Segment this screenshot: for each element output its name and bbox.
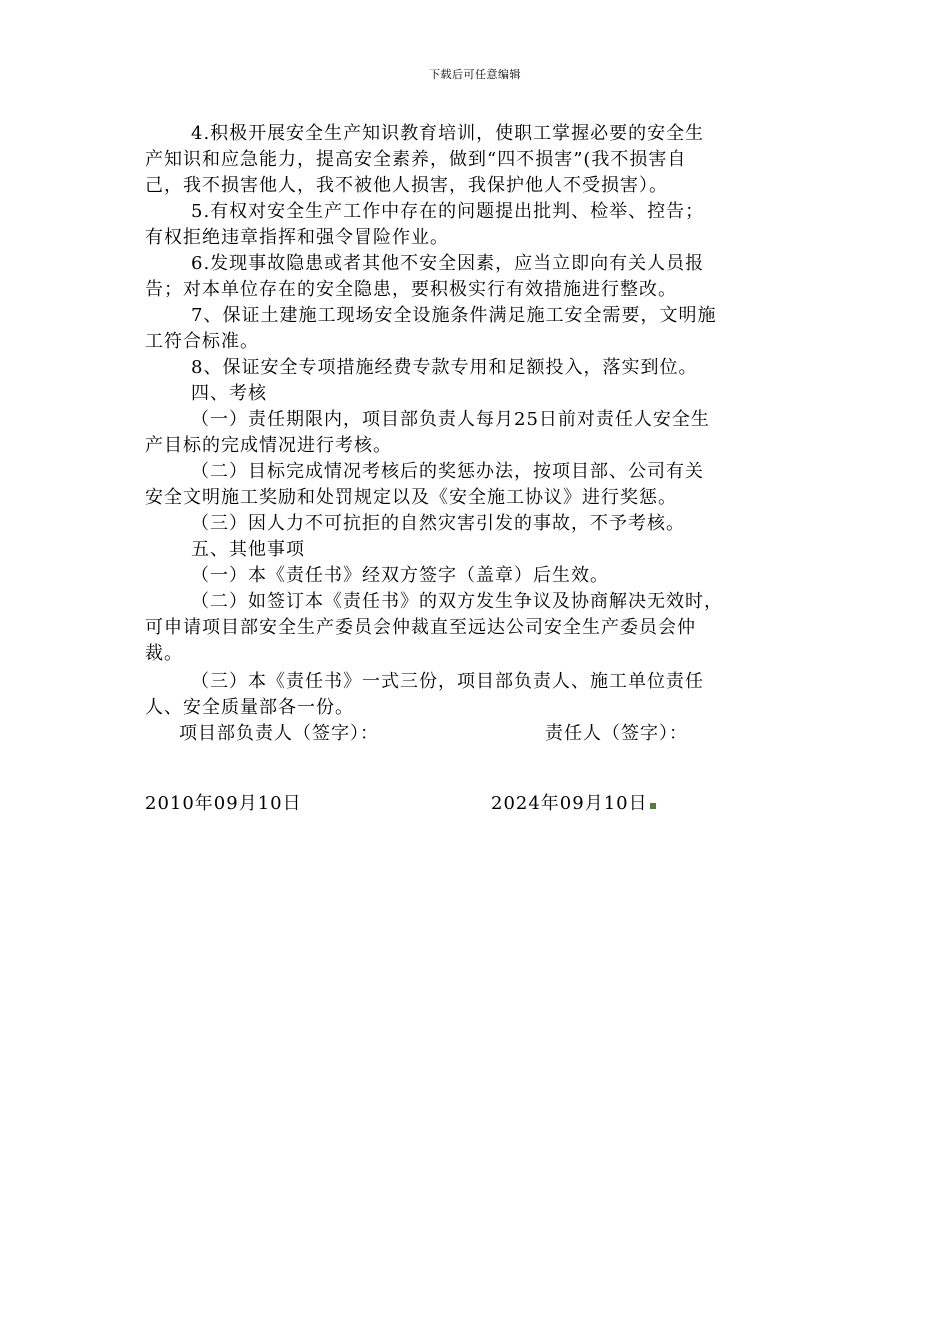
text-line: 裁。 [145,643,183,664]
signature-label-project-head: 项目部负责人（签字）： [179,723,379,744]
signature-date-left: 2010年09月10日 [145,793,302,814]
text-line: 有权拒绝违章指挥和强令冒险作业。 [145,227,449,248]
text-line: 可申请项目部安全生产委员会仲裁直至远达公司安全生产委员会仲 [145,617,696,638]
text-line: 8、保证安全专项措施经费专款专用和足额投入，落实到位。 [191,357,698,378]
text-line: 工符合标准。 [145,331,259,352]
section-heading: 四、考核 [191,383,267,404]
signature-date-right-wrap [491,792,656,816]
text-line: 7、保证土建施工现场安全设施条件满足施工安全需要，文明施 [191,305,717,326]
text-line: （二）目标完成情况考核后的奖惩办法，按项目部、公司有关 [191,461,704,482]
text-line: 产知识和应急能力，提高安全素养，做到“四不损害”(我不损害自 [145,149,687,170]
text-line: 4.积极开展安全生产知识教育培训，使职工掌握必要的安全生 [191,123,705,144]
text-line: 己，我不损害他人，我不被他人损害，我保护他人不受损害）。 [145,175,668,196]
paragraph-end-mark [650,803,656,809]
signature-date-right: 2024年09月10日 [491,793,648,814]
header-note: 下载后可任意编辑 [429,68,521,81]
signature-label-responsible: 责任人（签字）： [545,723,688,744]
text-line: （一）责任期限内，项目部负责人每月25日前对责任人安全生 [191,409,710,430]
text-line: （三）本《责任书》一式三份，项目部负责人、施工单位责任 [191,671,704,692]
text-line: 5.有权对安全生产工作中存在的问题提出批判、检举、控告； [191,201,705,222]
text-line: 6.发现事故隐患或者其他不安全因素，应当立即向有关人员报 [191,253,705,274]
text-line: 产目标的完成情况进行考核。 [145,435,392,456]
section-heading: 五、其他事项 [191,539,305,560]
text-line: 安全文明施工奖励和处罚规定以及《安全施工协议》进行奖惩。 [145,487,677,508]
text-line: （二）如签订本《责任书》的双方发生争议及协商解决无效时， [191,591,723,612]
text-line: 告；对本单位存在的安全隐患，要积极实行有效措施进行整改。 [145,279,677,300]
text-line: 人、安全质量部各一份。 [145,697,354,718]
text-line: （三）因人力不可抗拒的自然灾害引发的事故，不予考核。 [191,513,685,534]
text-line: （一）本《责任书》经双方签字（盖章）后生效。 [191,565,609,586]
